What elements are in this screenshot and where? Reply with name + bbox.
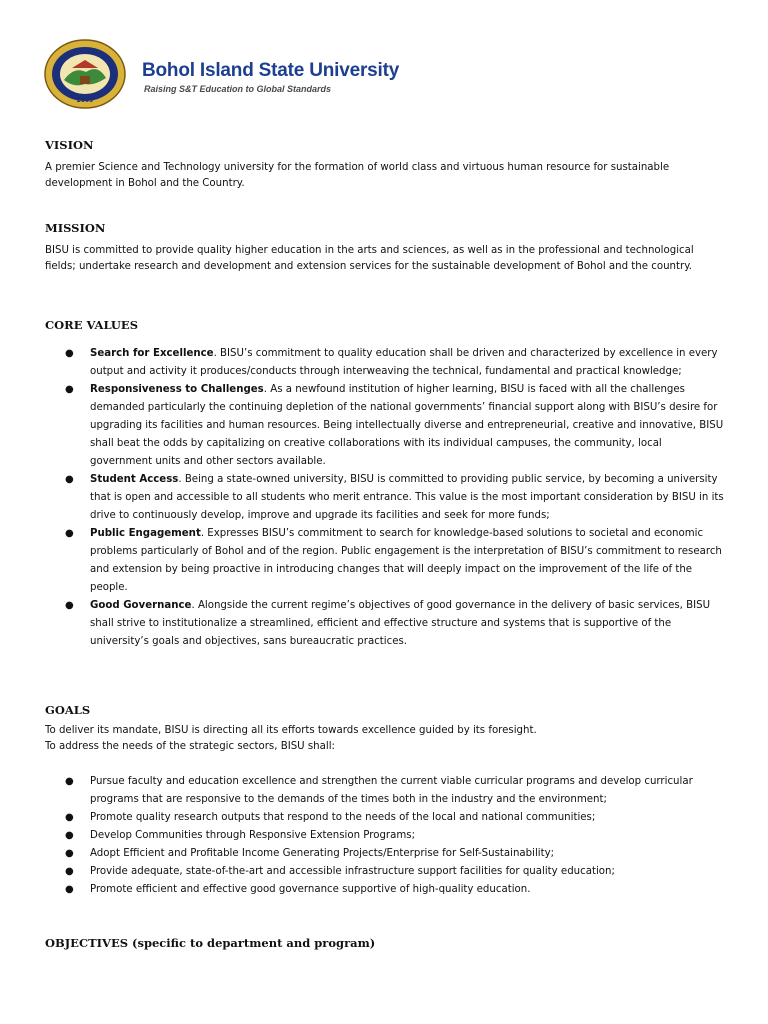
list-item [45, 809, 725, 827]
core-value-term: Student Access [90, 474, 179, 485]
list-item [45, 827, 725, 845]
bullet-icon: ● [65, 600, 74, 611]
bullet-icon: ● [65, 776, 74, 787]
goal-text: Promote efficient and effective good governance supportive of high-quality education. [90, 884, 531, 895]
vision-text: A premier Science and Technology university for the formation of world class and virtuous human resource for sustainable development in Bohol and the Country. [45, 162, 670, 189]
list-item [45, 471, 725, 525]
svg-text:2009: 2009 [76, 97, 94, 104]
vision-heading: VISION [45, 138, 94, 152]
bullet-icon: ● [65, 348, 74, 359]
bullet-icon: ● [65, 866, 74, 877]
core-value-text: . Expresses BISU’s commitment to search for knowledge-based solutions to societal and economic problems particularly of Bohol and of the region. Public engagement is the interpretation of BISU’s commitment to research and extension by being proactive in introducing changes that will deeply impact on the improvement of the life of the people. [90, 528, 722, 593]
list-item [45, 773, 725, 809]
university-seal-icon [42, 38, 128, 110]
core-value-text: . BISU’s commitment to quality education shall be driven and characterized by excellence in every output and activity it produces/conducts through interweaving the technical, fundamental and practical knowledge; [90, 348, 718, 377]
core-values-list [45, 345, 725, 651]
bullet-icon: ● [65, 528, 74, 539]
list-item [45, 863, 725, 881]
goal-text: Promote quality research outputs that respond to the needs of the local and national communities; [90, 812, 596, 823]
core-value-text: . As a newfound institution of higher learning, BISU is faced with all the challenges demanded particularly the continuing depletion of the national governments’ financial support along with BISU’s desire for upgrading its facilities and human resources. Being intellectually diverse and entrepreneurial, creative and innovative, BISU shall beat the odds by capitalizing on creative collaborations with its individual campuses, the community, local government units and other sectors available. [90, 384, 724, 467]
objectives-section [45, 936, 725, 950]
core-value-term: Search for Excellence [90, 348, 214, 359]
mission-text: BISU is committed to provide quality higher education in the arts and sciences, as well as in the professional and technological fields; undertake research and development and extension services for the sustainable development of Bohol and the country. [45, 245, 694, 272]
bullet-icon: ● [65, 884, 74, 895]
mission-heading: MISSION [45, 221, 106, 235]
bullet-icon: ● [65, 830, 74, 841]
core-value-term: Good Governance [90, 600, 192, 611]
core-values-heading: CORE VALUES [45, 318, 139, 332]
bullet-icon: ● [65, 812, 74, 823]
university-tagline: Raising S&T Education to Global Standards [144, 84, 332, 94]
objectives-heading: OBJECTIVES (specific to department and program) [45, 936, 376, 950]
goal-text: Provide adequate, state-of-the-art and accessible infrastructure support facilities for quality education; [90, 866, 615, 877]
list-item [45, 345, 725, 381]
core-value-text: . Being a state-owned university, BISU is committed to providing public service, by becoming a university that is open and accessible to all students who merit entrance. This value is the most important consideration by BISU in its drive to continuously develop, improve and upgrade its facilities and seek for more funds; [90, 474, 724, 521]
goal-text: Adopt Efficient and Profitable Income Generating Projects/Enterprise for Self-Sustainability; [90, 848, 555, 859]
goals-heading: GOALS [45, 703, 91, 717]
mission-section [45, 221, 725, 275]
core-values-section [45, 318, 725, 651]
vision-section [45, 138, 725, 192]
bullet-icon: ● [65, 474, 74, 485]
list-item [45, 845, 725, 863]
list-item [45, 525, 725, 597]
goal-text: Develop Communities through Responsive Extension Programs; [90, 830, 416, 841]
bullet-icon: ● [65, 848, 74, 859]
list-item [45, 381, 725, 471]
goals-intro-1: To deliver its mandate, BISU is directing all its efforts towards excellence guided by its foresight. [45, 725, 537, 736]
bullet-icon: ● [65, 384, 74, 395]
core-value-text: . Alongside the current regime’s objectives of good governance in the delivery of basic services, BISU shall strive to institutionalize a streamlined, efficient and effective structure and systems that is supportive of the university’s goals and objectives, sans bureaucratic practices. [90, 600, 711, 647]
university-name: Bohol Island State University [142, 60, 400, 81]
goals-section [45, 703, 725, 899]
core-value-term: Responsiveness to Challenges [90, 384, 264, 395]
goals-list [45, 773, 725, 899]
goal-text: Pursue faculty and education excellence and strengthen the current viable curricular programs and develop curricular programs that are responsive to the demands of the times both in the industry and the environment; [90, 776, 693, 805]
list-item [45, 597, 725, 651]
list-item [45, 881, 725, 899]
core-value-term: Public Engagement [90, 528, 201, 539]
goals-intro-2: To address the needs of the strategic sectors, BISU shall: [45, 741, 335, 752]
